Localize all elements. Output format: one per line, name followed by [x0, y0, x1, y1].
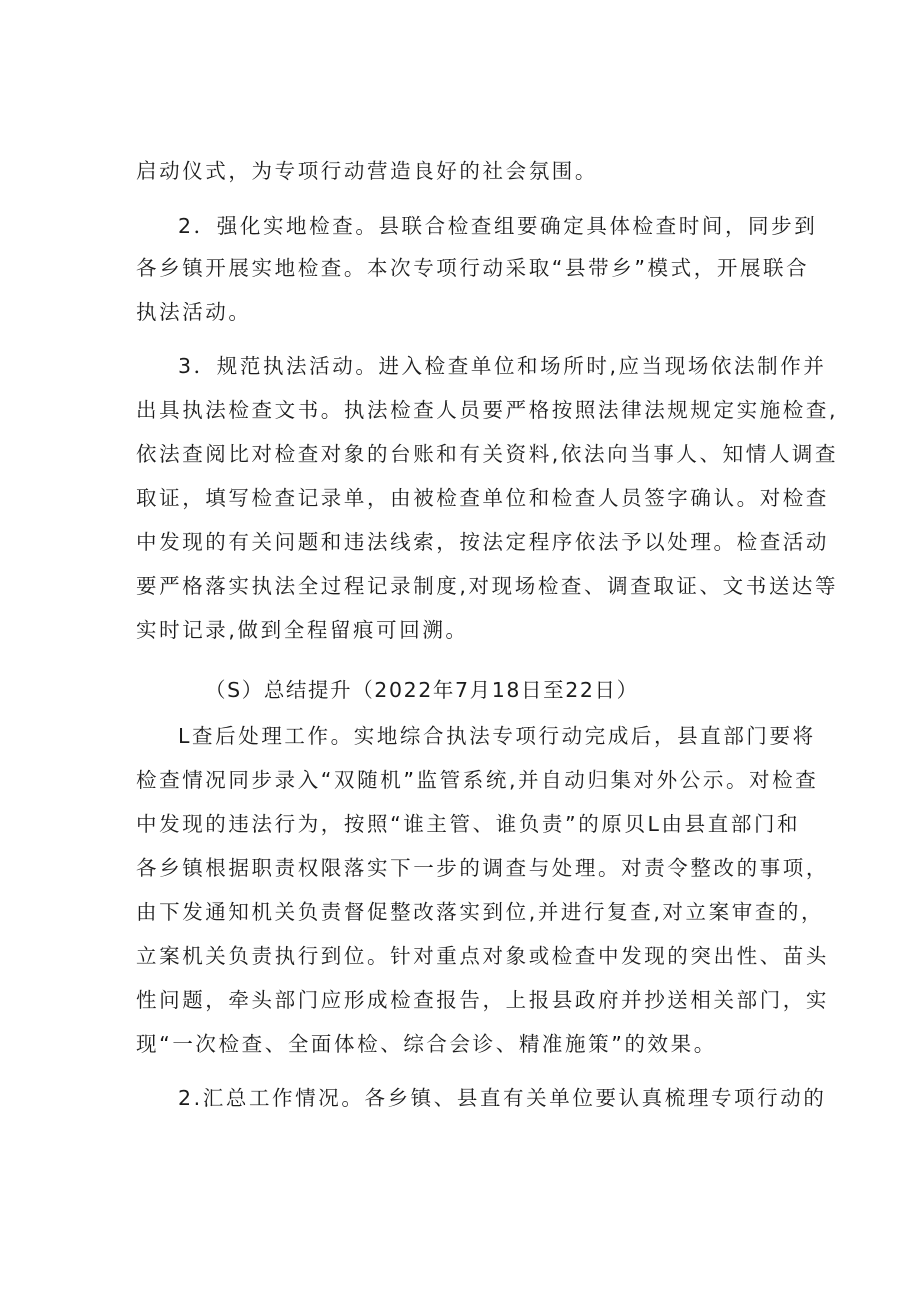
text-line: 依法查阅比对检查对象的台账和有关资料,依法向当事人、知情人调查: [136, 442, 839, 466]
text-line: 要严格落实执法全过程记录制度,对现场检查、调查取证、文书送达等: [136, 574, 839, 598]
text-line: L查后处理工作。实地综合执法专项行动完成后，县直部门要将: [178, 724, 816, 748]
text-line: 出具执法检查文书。执法检查人员要严格按照法律法规规定实施检查,: [136, 398, 839, 422]
text-line: 3．规范执法活动。进入检查单位和场所时,应当现场依法制作并: [178, 354, 827, 378]
text-line: 中发现的违法行为，按照“谁主管、谁负责”的原贝L由县直部门和: [136, 812, 801, 836]
text-line: 实时记录,做到全程留痕可回溯。: [136, 618, 469, 642]
text-line: 启动仪式，为专项行动营造良好的社会氛围。: [136, 159, 598, 183]
text-line: 各乡镇开展实地检查。本次专项行动采取“县带乡”模式，开展联合: [136, 256, 810, 280]
text-line: 现“一次检查、全面体检、综合会诊、精准施策”的效果。: [136, 1032, 717, 1056]
text-line: 各乡镇根据职责权限落实下一步的调查与处理。对责令整改的事项，: [136, 856, 829, 880]
text-line: 执法活动。: [136, 300, 252, 324]
text-line: 中发现的有关问题和违法线索，按法定程序依法予以处理。检查活动: [136, 530, 829, 554]
text-line: 由下发通知机关负责督促整改落实到位,并进行复查,对立案审查的，: [136, 900, 825, 924]
section-heading: （S）总结提升（2022年7月18日至22日）: [205, 678, 639, 702]
text-line: 检查情况同步录入“双随机”监管系统,并自动归集对外公示。对检查: [136, 768, 819, 792]
text-line: 取证，填写检查记录单，由被检查单位和检查人员签字确认。对检查: [136, 486, 829, 510]
text-line: 立案机关负责执行到位。针对重点对象或检查中发现的突出性、苗头: [136, 944, 829, 968]
text-line: 2.汇总工作情况。各乡镇、县直有关单位要认真梳理专项行动的: [178, 1086, 827, 1110]
text-line: 2．强化实地检查。县联合检查组要确定具体检查时间，同步到: [178, 214, 818, 238]
text-line: 性问题，牵头部门应形成检查报告，上报县政府并抄送相关部门，实: [136, 988, 829, 1012]
